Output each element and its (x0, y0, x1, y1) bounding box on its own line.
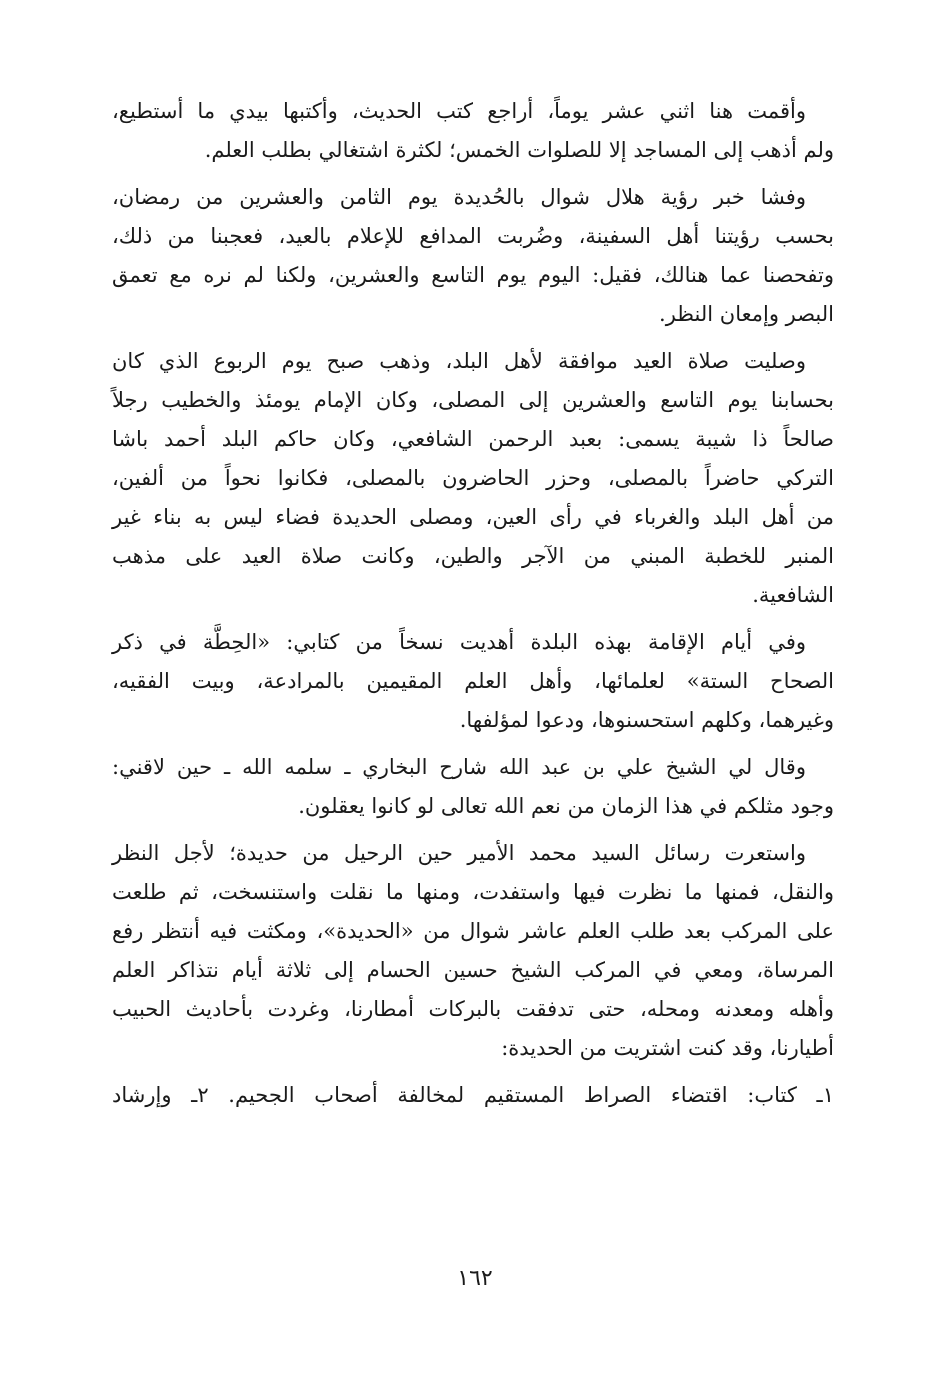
text-line: بحسابنا يوم التاسع والعشرين إلى المصلى، وكان الإمام يومئذ والخطيب رجلاً (112, 388, 834, 412)
text-line: من أهل البلد والغرباء في رأى العين، ومصلى الحديدة فضاء ليس به بناء غير (112, 505, 834, 529)
paragraph (112, 178, 834, 334)
text-line: والنقل، فمنها ما نظرت فيها واستفدت، ومنها ما نقلت واستنسخت، ثم طلعت (112, 880, 834, 904)
text-line: وقال لي الشيخ علي بن عبد الله شارح البخاري ـ سلمه الله ـ حين لاقني: (112, 755, 806, 779)
text-line: الشافعية. (752, 583, 834, 607)
text-line: البصر وإمعان النظر. (659, 302, 834, 326)
text-line: على المركب بعد طلب العلم عاشر شوال من «الحديدة»، ومكثت فيه أنتظر رفع (112, 919, 834, 943)
text-line: ولم أذهب إلى المساجد إلا للصلوات الخمس؛ لكثرة اشتغالي بطلب العلم. (204, 138, 834, 162)
text-line: أطيارنا، وقد كنت اشتريت من الحديدة: (501, 1036, 834, 1060)
text-line: التركي حاضراً بالمصلى، وحزر الحاضرون بالمصلى، فكانوا نحواً من ألفين، (112, 466, 834, 490)
text-line: وغيرهما، وكلهم استحسنوها، ودعوا لمؤلفها. (459, 708, 834, 732)
text-line: وفشا خبر رؤية هلال شوال بالحُديدة يوم الثامن والعشرين من رمضان، (112, 185, 806, 209)
text-line: صالحاً ذا شيبة يسمى: بعبد الرحمن الشافعي، وكان حاكم البلد أحمد باشا (112, 427, 834, 451)
text-line: وصليت صلاة العيد موافقة لأهل البلد، وذهب صبح يوم الربوع الذي كان (112, 349, 806, 373)
paragraph (112, 623, 834, 740)
text-line: وتفحصنا عما هنالك، فقيل: اليوم يوم التاسع والعشرين، ولكنا لم نره مع تعمق (112, 263, 834, 287)
page-number: ١٦٢ (457, 1266, 493, 1291)
text-line: المرساة، ومعي في المركب الشيخ حسين الحسام إلى ثلاثة أيام نتذاكر العلم (112, 958, 834, 982)
paragraph (112, 1076, 834, 1115)
text-line: المنبر للخطبة المبني من الآجر والطين، وكانت صلاة العيد على مذهب (112, 544, 834, 568)
text-line: وأقمت هنا اثني عشر يوماً، أراجع كتب الحديث، وأكتبها بيدي ما أستطيع، (112, 99, 806, 123)
paragraph (112, 834, 834, 1068)
text-line: وفي أيام الإقامة بهذه البلدة أهديت نسخاً من كتابي: «الحِطَّة في ذكر (112, 630, 806, 654)
text-line: وجود مثلكم في هذا الزمان من نعم الله تعالى لو كانوا يعقلون. (298, 794, 834, 818)
text-line: وأهله ومعدنه ومحله، حتى تدفقت بالبركات أمطارنا، وغردت بأحاديث الحبيب (112, 997, 834, 1021)
text-line: بحسب رؤيتنا أهل السفينة، وضُربت المدافع للإعلام بالعيد، فعجبنا من ذلك، (112, 224, 834, 248)
text-line: الصحاح الستة» لعلمائها، وأهل العلم المقيمين بالمرادعة، وبيت الفقيه، (112, 669, 834, 693)
page-body (112, 92, 834, 1123)
paragraph (112, 748, 834, 826)
text-line: ١ـ كتاب: اقتضاء الصراط المستقيم لمخالفة أصحاب الجحيم. ٢ـ وإرشاد (112, 1083, 834, 1107)
paragraph (112, 92, 834, 170)
paragraph (112, 342, 834, 615)
text-line: واستعرت رسائل السيد محمد الأمير حين الرحيل من حديدة؛ لأجل النظر (112, 841, 806, 865)
